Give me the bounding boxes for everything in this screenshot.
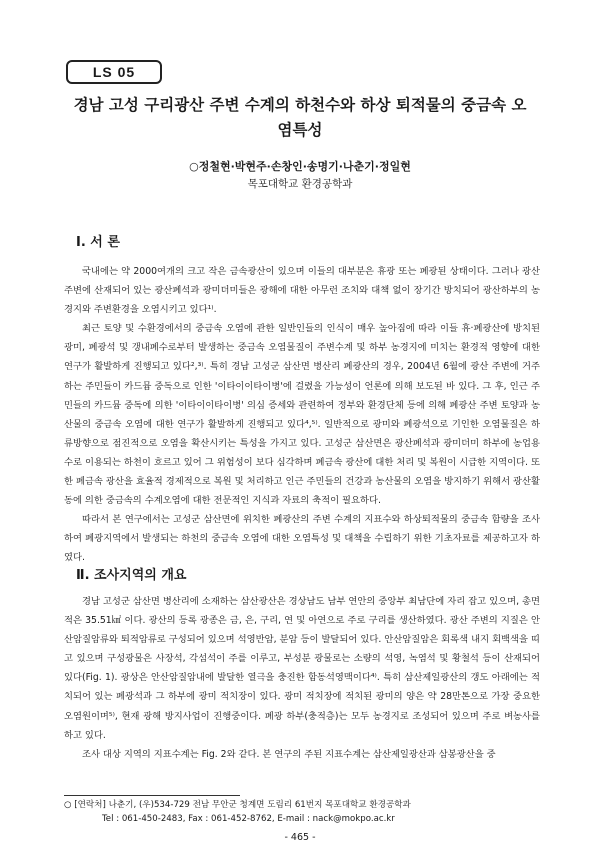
author-list: ○정철현·박현주·손창인·송명기·나춘기·정일현 — [189, 160, 411, 173]
footnote-divider — [64, 795, 240, 796]
paragraph: 따라서 본 연구에서는 고성군 삼산면에 위치한 폐광산의 주변 수계의 지표수와 하상퇴적물의 중금속 함량을 조사하여 폐광지역에서 발생되는 하천의 중금속 오염에 대한 오염특성 및 대책을 수립하기 위한 기초자료를 제공하고자 하였다. — [64, 514, 540, 564]
paragraph: 국내에는 약 2000여개의 크고 작은 금속광산이 있으며 이들의 대부분은 휴광 또는 폐광된 상태이다. 그러나 광산 주변에 산재되어 있는 광산폐석과 광미더미들은 광해에 대한 아무런 조치와 대책 없이 장기간 방치되어 광산하부의 농경지와 주변환경을 오염시키고 있다¹⁾. — [64, 266, 540, 316]
paragraph: 경남 고성군 삼산면 병산리에 소재하는 삼산광산은 경상남도 남부 연안의 중앙부 최남단에 자리 잡고 있으며, 총면적은 35.51㎢ 이다. 광산의 등록 광종은 금, 은, 구리, 연 및 아연으로 주로 구리를 생산하였다. 광산 주변의 지질은 안산암질암류와 퇴적암류로 구성되어 있으며 석영반암, 분암 등이 발달되어 있다. 안산암질암은 회록색 내지 회백색을 띠고 있으며 구성광물은 사장석, 각섬석이 주를 이루고, 부성분 광물로는 소량의 석영, 녹염석 및 황철석 등이 산재되어 있다(Fig. 1). 광상은 안산암질암내에 발달한 열극을 충진한 함동석영맥이다⁴⁾. 특히 삼산제일광산의 갱도 아래에는 적치되어 있는 폐광석과 그 하부에 광미 적치장이 있다. 광미 적치장에 적치된 광미의 양은 약 28만톤으로 가장 중요한 오염원이며⁵⁾, 현재 광해 방지사업이 진행중이다. 폐광 하부(충적층)는 모두 농경지로 조성되어 있으며 주로 벼농사를 하고 있다. — [64, 596, 540, 741]
section-heading-introduction: Ⅰ. 서 론 — [76, 235, 120, 250]
footnote — [64, 799, 411, 826]
footnote-contact-details: Tel : 061-450-2483, Fax : 061-452-8762, E-mail : nack@mokpo.ac.kr — [102, 813, 395, 824]
page-number: - 465 - — [284, 832, 316, 843]
session-code: LS 05 — [92, 64, 136, 80]
affiliation: 목포대학교 환경공학과 — [247, 178, 353, 190]
footnote-contact: ○ [연락처] 나춘기, (우)534-729 전남 무안군 청계면 도림리 61번지 목포대학교 환경공학과 — [64, 800, 411, 810]
session-code-box — [66, 60, 162, 84]
paragraph: 최근 토양 및 수환경에서의 중금속 오염에 관한 일반인들의 인식이 매우 높아짐에 따라 이들 휴·폐광산에 방치된 광미, 폐광석 및 갱내폐수로부터 발생하는 중금속 오염물질이 주변수계 및 하부 농경지에 미치는 환경적 영향에 대한 연구가 활발하게 진행되고 있다²,³⁾. 특히 경남 고성군 삼산면 병산리 폐광산의 경우, 2004년 6월에 광산 주변에 거주하는 주민들이 카드뮴 중독으로 인한 '이타이이타이병'에 걸렸을 가능성이 언론에 의해 보도된 바 있다. 그 후, 인근 주민들의 카드뮴 중독에 의한 '이타이이타이병' 의심 증세와 관련하여 정부와 환경단체 등에 의해 폐광산 주변 토양과 농산물의 중금속 오염에 대한 연구가 활발하게 진행되고 있다⁴,⁵⁾. 일반적으로 광미와 폐광석으로 기인한 오염물질은 하류방향으로 점진적으로 오염을 확산시키는 특성을 가지고 있다. 고성군 삼산면은 광산폐석과 광미더미 하부에 농업용수로 이용되는 하천이 흐르고 있어 그 위험성이 보다 심각하며 폐금속 광산에 대한 처리 및 복원이 시급한 지역이다. 또한 폐금속 광산을 효율적 경제적으로 복원 및 처리하고 인근 주민들의 건강과 농산물의 오염을 방지하기 위해서 광산활동에 의한 중금속의 수계오염에 대한 전문적인 지식과 자료의 축적이 필요하다. — [64, 323, 540, 507]
section-body-introduction — [64, 262, 540, 568]
paragraph: 조사 대상 지역의 지표수계는 Fig. 2와 같다. 본 연구의 주된 지표수계는 삼산제일광산과 삼봉광산을 중 — [82, 748, 496, 760]
section-body-study-area — [64, 592, 540, 764]
section-heading-study-area: Ⅱ. 조사지역의 개요 — [76, 568, 187, 583]
paper-title: 경남 고성 구리광산 주변 수계의 하천수와 하상 퇴적물의 중금속 오염특성 — [73, 96, 527, 139]
